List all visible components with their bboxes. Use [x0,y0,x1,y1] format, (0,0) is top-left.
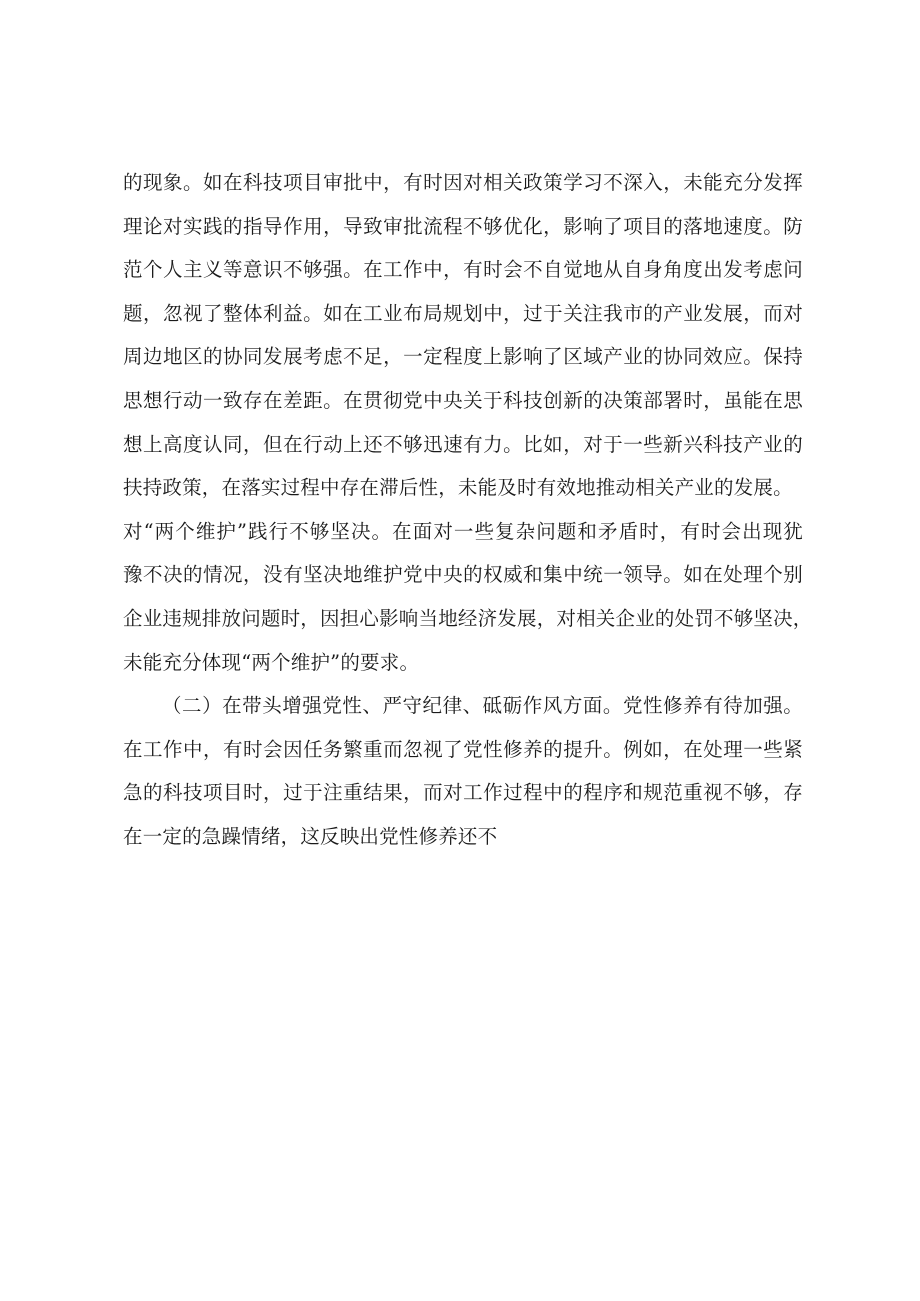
text-line: 题，忽视了整体利益。如在工业布局规划中，过于关注我市的产业发展，而对 [123,301,803,325]
body-text [123,161,813,859]
text-line: 对“两个维护”践行不够坚决。在面对一些复杂问题和矛盾时，有时会出现犹 [123,519,803,543]
text-line: 理论对实践的指导作用，导致审批流程不够优化，影响了项目的落地速度。防 [123,214,803,238]
text-line: 扶持政策，在落实过程中存在滞后性，未能及时有效地推动相关产业的发展。 [123,476,793,500]
text-line: 企业违规排放问题时，因担心影响当地经济发展，对相关企业的处罚不够坚决， [123,606,813,630]
text-line: 周边地区的协同发展考虑不足，一定程度上影响了区域产业的协同效应。保持 [123,345,803,369]
text-line: 在工作中，有时会因任务繁重而忽视了党性修养的提升。例如，在处理一些紧 [123,737,803,761]
text-line: 的现象。如在科技项目审批中，有时因对相关政策学习不深入，未能充分发挥 [123,171,803,194]
text-line: 在一定的急躁情绪，这反映出党性修养还不 [123,824,498,848]
text-line: 范个人主义等意识不够强。在工作中，有时会不自觉地从自身角度出发考虑问 [123,258,803,282]
text-line: 未能充分体现“两个维护”的要求。 [123,650,420,674]
text-line: 豫不决的情况，没有坚决地维护党中央的权威和集中统一领导。如在处理个别 [123,563,803,587]
section-heading-line: （二）在带头增强党性、严守纪律、砥砺作风方面。党性修养有待加强。 [162,694,803,718]
text-line: 急的科技项目时，过于注重结果，而对工作过程中的程序和规范重视不够，存 [123,781,803,805]
text-line: 想上高度认同，但在行动上还不够迅速有力。比如，对于一些新兴科技产业的 [123,432,803,456]
text-line: 思想行动一致存在差距。在贯彻党中央关于科技创新的决策部署时，虽能在思 [123,388,803,412]
